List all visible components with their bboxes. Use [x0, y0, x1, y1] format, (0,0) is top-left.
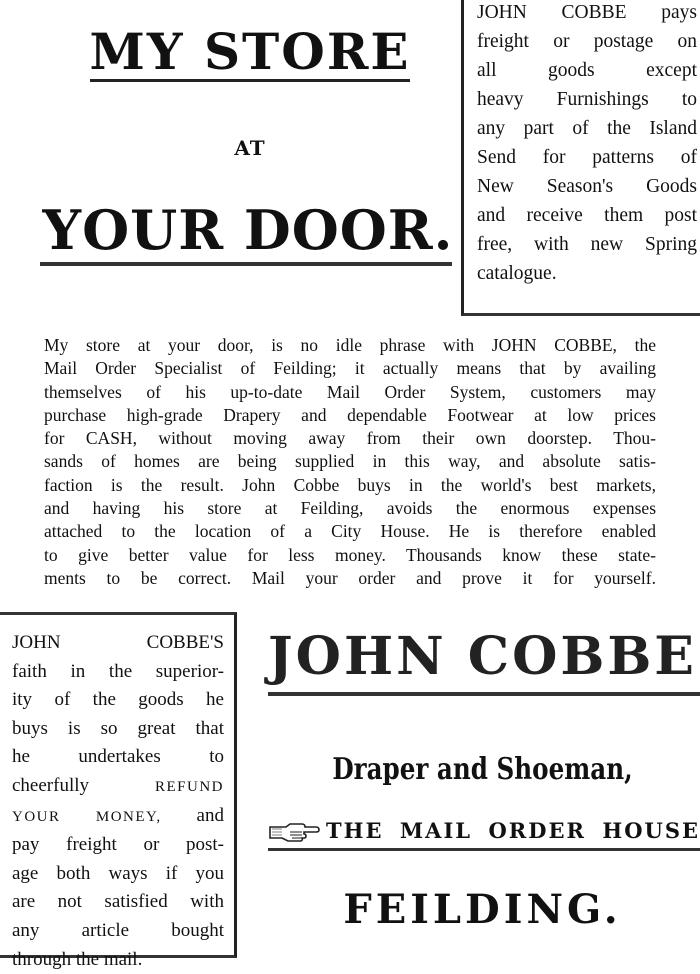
notice-line: catalogue.: [477, 263, 557, 284]
headline-at: AT: [234, 136, 266, 160]
headline-my-store: [70, 22, 430, 82]
store-owner-name: JOHN COBBE: [268, 626, 697, 687]
notice-line: New Season's Goods: [477, 176, 697, 197]
store-town: FEILDING.: [343, 886, 622, 933]
guarantee-line: [12, 772, 224, 802]
notice-line: free, with new Spring: [477, 234, 697, 255]
guarantee-line: he undertakes to: [12, 746, 224, 768]
guarantee-refund-caps: REFUND: [154, 778, 224, 795]
pointing-hand-icon: [268, 821, 320, 843]
guarantee-line: pay freight or post-: [12, 834, 224, 856]
body-line: attached to the location of a City House. He is therefore enabled: [44, 521, 656, 542]
signature-block: [265, 612, 700, 958]
guarantee-line: any article bought: [12, 919, 224, 941]
body-line: to give better value for less money. Thousands know these state-: [44, 544, 656, 565]
body-line: Mail Order Specialist of Feilding; it actually means that by availing: [44, 358, 656, 379]
store-trade-line: Draper and Shoeman,: [332, 752, 633, 787]
guarantee-text: cheerfully: [12, 774, 155, 796]
body-line: My store at your door, is no idle phrase with JOHN COBBE, the: [44, 335, 656, 355]
freight-notice-box: [461, 0, 700, 316]
guarantee-line: through the mail.: [12, 948, 143, 970]
guarantee-line: faith in the superior-: [12, 660, 224, 682]
notice-line: heavy Furnishings to: [477, 89, 697, 110]
notice-line: any part of the Island: [477, 118, 697, 139]
notice-line: JOHN COBBE pays: [477, 2, 697, 23]
notice-line: and receive them post: [477, 205, 697, 226]
headline-your-door: YOUR DOOR.: [42, 198, 454, 262]
headline-rule: [40, 262, 452, 266]
body-line: sands of homes are being supplied in this way, and absolute satis-: [44, 451, 656, 472]
notice-line: freight or postage on: [477, 31, 697, 52]
guarantee-name-caps: JOHN COBBE'S: [12, 632, 224, 653]
body-line: faction is the result. John Cobbe buys in the world's best markets,: [44, 474, 656, 495]
body-line: ments to be correct. Mail your order and prove it for yourself.: [44, 567, 656, 588]
mail-order-rule: [268, 848, 700, 851]
guarantee-money-caps: YOUR MONEY,: [12, 808, 162, 825]
guarantee-line: ity of the goods he: [12, 689, 224, 711]
guarantee-line: age both ways if you: [12, 862, 224, 884]
guarantee-text: and: [161, 804, 224, 826]
mail-order-house-label: THE MAIL ORDER HOUSE: [326, 818, 700, 843]
body-line: purchase high-grade Drapery and dependable Footwear at low prices: [44, 404, 656, 425]
body-line: for CASH, without moving away from their own doorstep. Thou-: [44, 428, 656, 449]
body-line: themselves of his up-to-date Mail Order System, customers may: [44, 381, 656, 402]
body-paragraph: [44, 334, 656, 590]
refund-guarantee-box: [0, 612, 237, 970]
notice-line: all goods except: [477, 60, 697, 81]
guarantee-line: [12, 802, 224, 832]
headline-my-store-text: MY STORE: [89, 22, 411, 81]
notice-line: Send for patterns of: [477, 147, 697, 168]
body-line: and having his store at Feilding, avoids the enormous expenses: [44, 498, 656, 519]
guarantee-line: buys is so great that: [12, 717, 224, 739]
mail-order-row: [268, 818, 700, 848]
guarantee-line: [12, 629, 224, 658]
guarantee-line: are not satisfied with: [12, 891, 224, 913]
signature-rule: [268, 692, 700, 696]
headline-block: [40, 0, 460, 300]
